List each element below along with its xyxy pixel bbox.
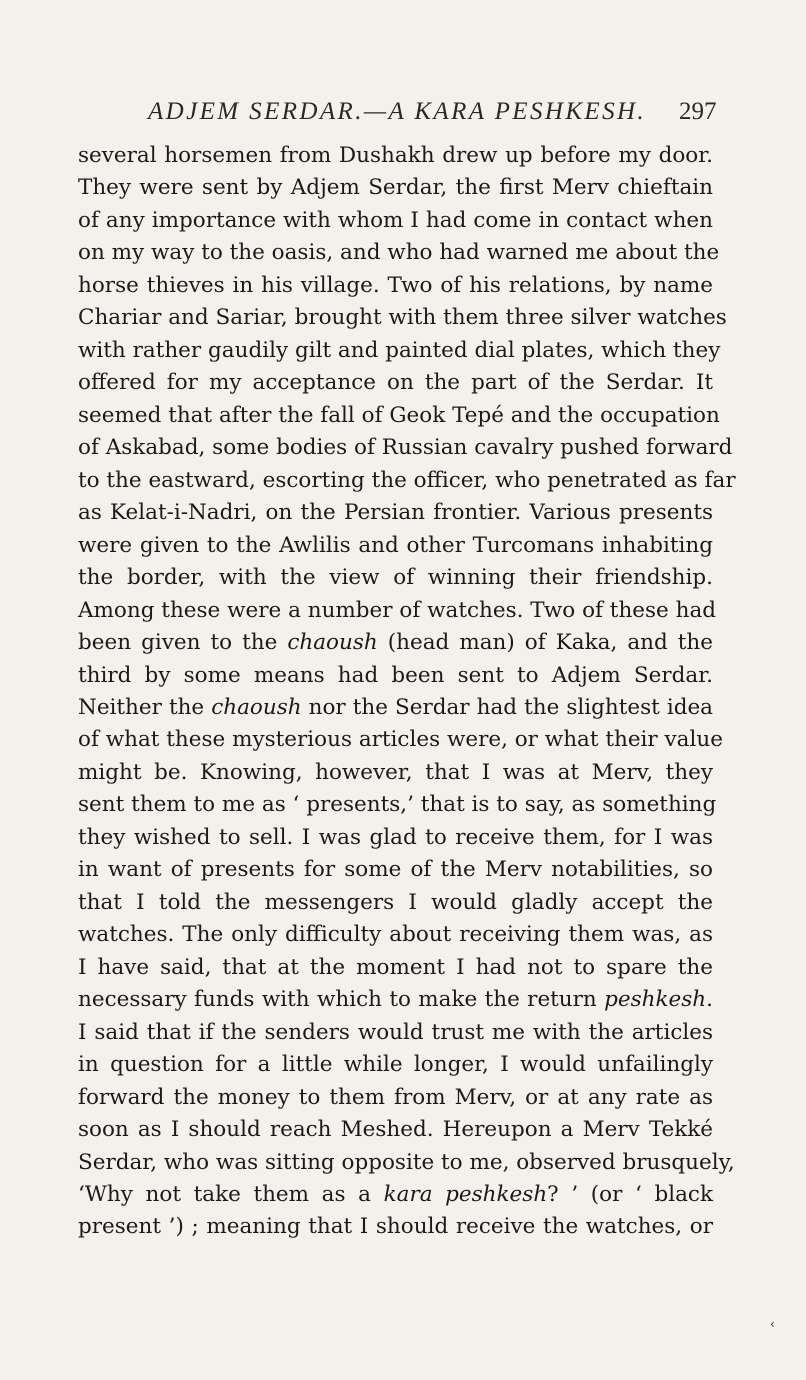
text-segment: nor the Serdar had the slightest idea [301,694,713,720]
text-line [78,432,733,464]
text-line [78,270,713,302]
body-text [78,140,736,1244]
text-line [78,335,721,367]
italic-term: peshkesh [604,987,707,1013]
text-segment: soon as I should reach Meshed. Hereupon a Merv Tekké [78,1117,713,1143]
text-line [78,724,723,756]
text-segment: they wished to sell. I was glad to receive them, for I was [78,824,713,850]
text-segment: were given to the Awlilis and other Turcomans inhabiting [78,532,713,558]
text-segment: sent them to me as ‘ presents,’ that is to say, as something [78,792,717,818]
text-segment: might be. Knowing, however, that I was at Merv, they [78,759,713,785]
italic-term: kara peshkesh [383,1182,548,1207]
text-segment: to the eastward, escorting the officer, who penetrated as far [78,467,736,493]
text-segment: as Kelat-i-Nadri, on the Persian frontier. Various presents [78,500,713,526]
text-line [78,367,713,399]
text-segment: that I told the messengers I would gladly accept the [78,889,713,915]
text-line [78,854,713,886]
text-line [78,757,713,789]
text-segment: Serdar, who was sitting opposite to me, observed brusquely, [78,1149,735,1175]
text-line [78,302,727,334]
text-segment: offered for my acceptance on the part of the Serdar. It [78,370,713,396]
text-segment: necessary funds with which to make the return [78,987,605,1013]
text-segment: Among these were a number of watches. Two of these had [78,597,717,623]
text-segment: I have said, that at the moment I had not to spare the [78,954,713,980]
text-line [78,465,736,497]
text-segment: Neither the [78,694,212,720]
text-line [78,562,713,594]
text-segment: several horsemen from Dushakh drew up before my door. [78,143,713,168]
text-segment: of Askabad, some bodies of Russian cavalry pushed forward [78,435,733,461]
italic-term: chaoush [287,630,378,656]
text-segment: in question for a little while longer, I would unfailingly [78,1052,713,1078]
text-line [78,789,717,821]
text-segment: with rather gaudily gilt and painted dial plates, which they [78,337,721,363]
text-segment: in want of presents for some of the Merv notabilities, so [78,857,713,883]
text-line [78,822,713,854]
text-line [78,1211,713,1243]
text-segment: of any importance with whom I had come in contact when [78,207,713,233]
text-line [78,595,717,627]
text-segment: on my way to the oasis, and who had warned me about the [78,240,720,266]
text-line [78,1049,713,1081]
text-line [78,660,713,692]
text-segment: been given to the [78,630,288,656]
text-line [78,205,713,237]
text-segment: present ’) ; meaning that I should receive the watches, or [78,1214,713,1240]
text-segment: ‘Why not take them as a [78,1182,384,1207]
text-segment: seemed that after the fall of Geok Tepé and the occupation [78,402,720,428]
text-line [78,692,713,724]
text-segment: . [706,987,713,1013]
italic-term: chaoush [211,694,302,720]
text-line [78,400,720,432]
text-line [78,1082,713,1114]
text-line [78,1147,735,1179]
text-segment: They were sent by Adjem Serdar, the first Merv chieftain [78,175,713,201]
text-segment: horse thieves in his village. Two of his relations, by name [78,272,713,298]
text-line [78,497,713,529]
text-segment: forward the money to them from Merv, or at any rate as [78,1084,713,1110]
text-line [78,1114,713,1146]
running-title: ADJEM SERDAR.—A KARA PESHKESH. [148,98,647,125]
corner-mark: ‹ [770,1317,775,1331]
text-line [78,627,713,659]
text-line [78,919,713,951]
page-number: 297 [679,98,717,125]
text-line [78,530,713,562]
text-line [78,1017,713,1049]
text-line [78,172,713,204]
text-line [78,237,720,269]
text-segment: of what these mysterious articles were, or what their value [78,727,723,753]
text-segment: (head man) of Kaka, and the [377,630,714,656]
text-line [78,140,713,172]
text-segment: Chariar and Sariar, brought with them three silver watches [78,305,727,331]
text-segment: the border, with the view of winning their friendship. [78,565,713,591]
running-head [0,92,806,132]
text-line [78,1179,713,1211]
text-segment: ? ’ (or ‘ black [547,1182,714,1207]
text-line [78,984,713,1016]
text-line [78,952,713,984]
text-segment: third by some means had been sent to Adjem Serdar. [78,662,713,688]
text-segment: watches. The only difficulty about receiving them was, as [78,922,713,948]
text-line [78,887,713,919]
text-segment: I said that if the senders would trust me with the articles [78,1019,713,1045]
